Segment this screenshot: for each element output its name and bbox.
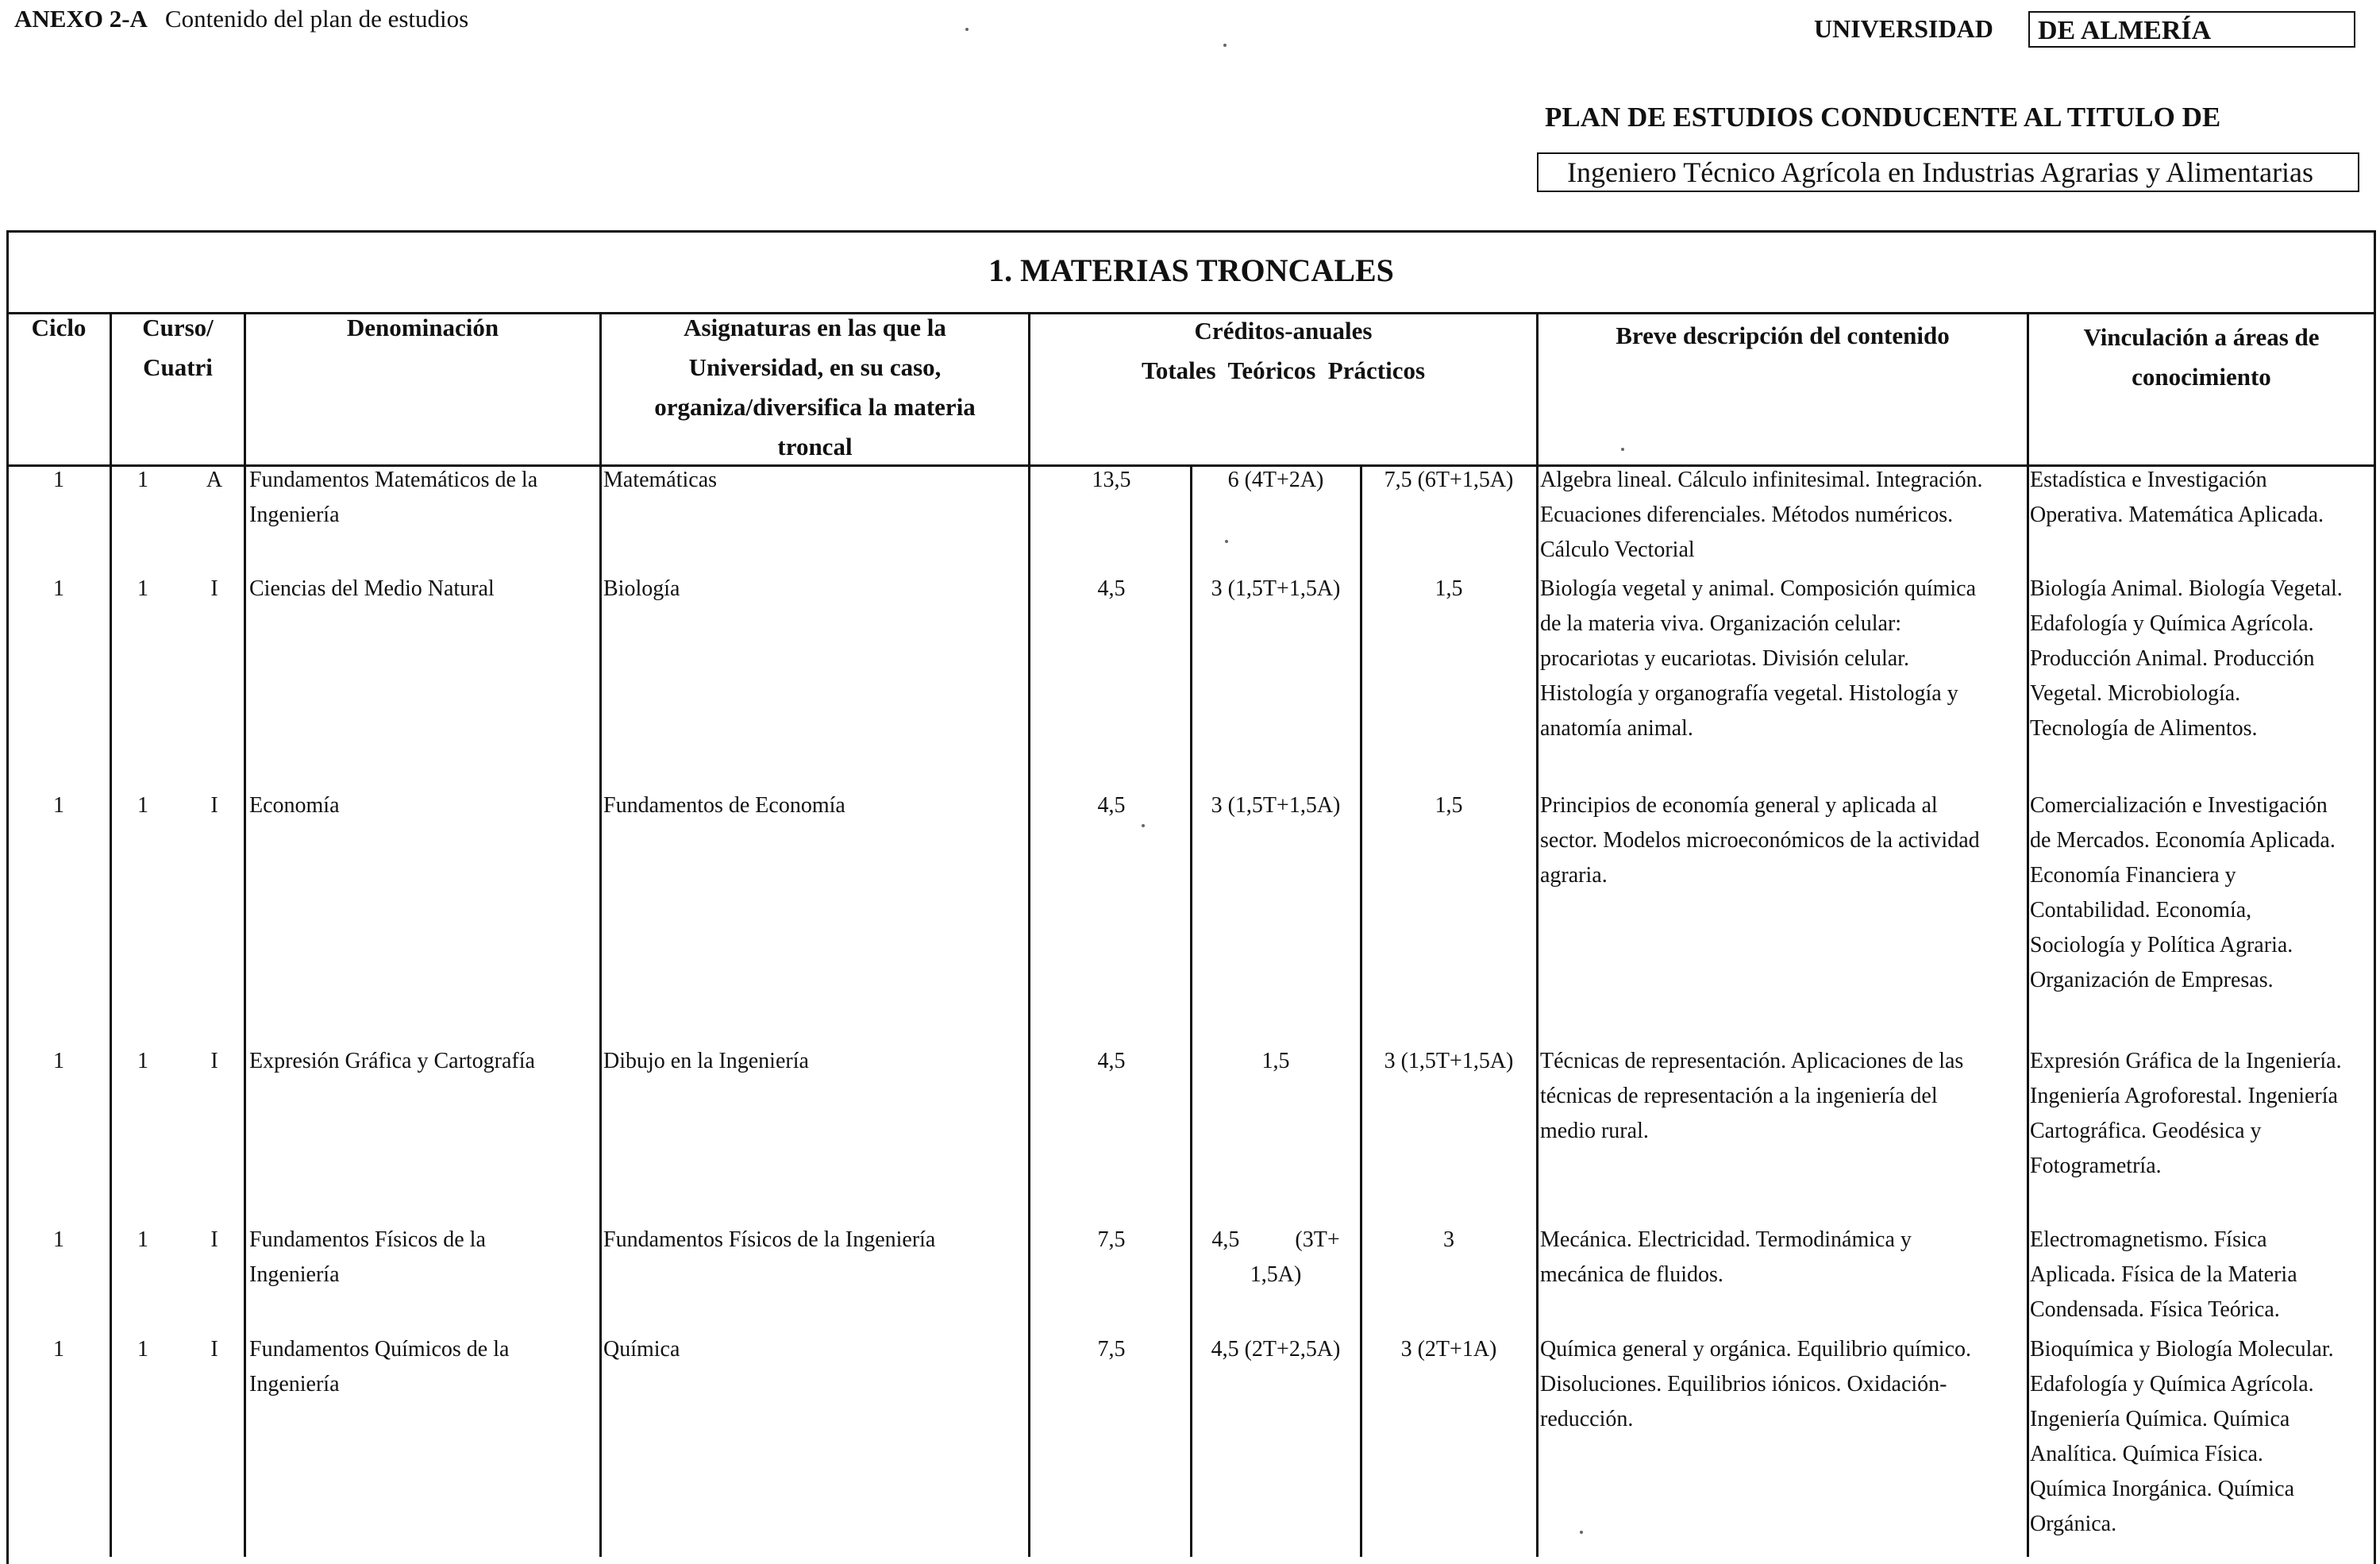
- cell-practicos-line: 3: [1443, 1227, 1454, 1252]
- scan-speck: [1225, 540, 1228, 543]
- cell-vinculacion-line: Comercialización e Investigación: [2030, 793, 2328, 818]
- universidad-value-box: DE ALMERÍA: [2028, 11, 2355, 48]
- cell-totales: [1072, 1223, 1151, 1258]
- cell-vinculacion: [2030, 1332, 2376, 1542]
- cell-vinculacion-line: Edafología y Química Agrícola.: [2030, 1372, 2314, 1396]
- cell-teoricos-line: 6 (4T+2A): [1227, 468, 1324, 492]
- cell-descripcion-line: reducción.: [1540, 1407, 1634, 1431]
- cell-curso: [127, 463, 159, 498]
- col-rule-descripcion: [2027, 312, 2029, 1557]
- col-header-vinculacion-line2: conocimiento: [2132, 363, 2271, 391]
- cell-cuatri-line: I: [210, 576, 218, 601]
- col-header-asignaturas-line3: organiza/diversifica la materia: [654, 393, 976, 421]
- cell-denominacion: [249, 1223, 599, 1292]
- cell-descripcion-line: sector. Modelos microeconómicos de la actividad: [1540, 828, 1980, 853]
- cell-asignatura-line: Biología: [603, 576, 680, 601]
- cell-vinculacion-line: Ingeniería Química. Química: [2030, 1407, 2290, 1431]
- col-rule-denominacion: [599, 312, 602, 1557]
- cell-teoricos-line: 1,5: [1261, 1049, 1290, 1073]
- cell-totales: [1072, 1044, 1151, 1079]
- universidad-label: UNIVERSIDAD: [1814, 14, 1993, 43]
- col-rule-teoricos: [1360, 464, 1362, 1557]
- annex-heading: [14, 5, 468, 33]
- cell-asignatura-line: Matemáticas: [603, 468, 718, 492]
- cell-vinculacion-line: de Mercados. Economía Aplicada.: [2030, 828, 2336, 853]
- cell-practicos-line: 3 (2T+1A): [1400, 1337, 1497, 1362]
- cell-cuatri-line: I: [210, 1049, 218, 1073]
- cell-teoricos: [1192, 463, 1359, 498]
- col-header-creditos-title: Créditos-anuales: [1194, 317, 1373, 345]
- cell-ciclo-line: 1: [53, 793, 64, 818]
- cell-denominacion: [249, 463, 599, 533]
- scan-speck: [1142, 824, 1145, 827]
- cell-ciclo: [8, 572, 110, 607]
- cell-descripcion-line: Disoluciones. Equilibrios iónicos. Oxidación-: [1540, 1372, 1947, 1396]
- cell-denominacion: [249, 1044, 599, 1079]
- cell-practicos: [1362, 463, 1535, 498]
- cell-totales: [1072, 463, 1151, 498]
- cell-denominacion-line: Expresión Gráfica y Cartografía: [249, 1049, 535, 1073]
- cell-denominacion-line: Economía: [249, 793, 340, 818]
- cell-practicos-line: 7,5 (6T+1,5A): [1384, 468, 1514, 492]
- col-rule-creditos: [1536, 312, 1539, 1557]
- cell-vinculacion-line: Analítica. Química Física.: [2030, 1442, 2263, 1466]
- cell-descripcion-line: Ecuaciones diferenciales. Métodos numéricos.: [1540, 503, 1954, 527]
- cell-ciclo: [8, 1332, 110, 1367]
- cell-totales-line: 7,5: [1097, 1337, 1126, 1362]
- cell-vinculacion-line: Contabilidad. Economía,: [2030, 898, 2252, 923]
- cell-curso-line: 1: [137, 576, 148, 601]
- scan-speck: [965, 28, 969, 31]
- cell-totales-line: 7,5: [1097, 1227, 1126, 1252]
- cell-ciclo-line: 1: [53, 1049, 64, 1073]
- cell-curso-line: 1: [137, 1337, 148, 1362]
- cell-ciclo: [8, 463, 110, 498]
- cell-curso: [127, 1223, 159, 1258]
- cell-denominacion-line: Ingeniería: [249, 503, 340, 527]
- cell-cuatri: [194, 572, 234, 607]
- cell-totales-line: 4,5: [1097, 793, 1126, 818]
- cell-descripcion: [1540, 1044, 2026, 1149]
- cell-ciclo: [8, 788, 110, 823]
- cell-descripcion: [1540, 1223, 2026, 1292]
- cell-totales: [1072, 788, 1151, 823]
- cell-cuatri: [194, 1332, 234, 1367]
- cell-ciclo-line: 1: [53, 576, 64, 601]
- cell-descripcion-line: agraria.: [1540, 863, 1608, 888]
- cell-descripcion: [1540, 572, 2026, 746]
- cell-vinculacion: [2030, 463, 2376, 533]
- col-rule-ciclo: [110, 312, 112, 1557]
- cell-teoricos-line: 4,5 (3T+: [1211, 1227, 1340, 1252]
- cell-denominacion-line: Ingeniería: [249, 1262, 340, 1287]
- cell-vinculacion-line: Condensada. Física Teórica.: [2030, 1297, 2280, 1322]
- cell-ciclo-line: 1: [53, 1227, 64, 1252]
- col-header-asignaturas: [602, 308, 1028, 467]
- cell-vinculacion-line: Cartográfica. Geodésica y: [2030, 1119, 2262, 1143]
- cell-asignatura: [603, 572, 1027, 607]
- col-header-ciclo: Ciclo: [31, 314, 87, 341]
- col-header-vinculacion: [2029, 318, 2374, 397]
- cell-denominacion-line: Ingeniería: [249, 1372, 340, 1396]
- cell-descripcion-line: Cálculo Vectorial: [1540, 537, 1695, 562]
- cell-curso: [127, 572, 159, 607]
- cell-descripcion-line: procariotas y eucariotas. División celular.: [1540, 646, 1909, 671]
- col-header-descripcion: Breve descripción del contenido: [1616, 322, 1950, 349]
- cell-asignatura-line: Fundamentos Físicos de la Ingeniería: [603, 1227, 936, 1252]
- cell-descripcion-line: Técnicas de representación. Aplicaciones de las: [1540, 1049, 1964, 1073]
- cell-denominacion-line: Fundamentos Matemáticos de la: [249, 468, 538, 492]
- cell-denominacion: [249, 788, 599, 823]
- cell-practicos: [1362, 788, 1535, 823]
- cell-teoricos: [1192, 572, 1359, 607]
- cell-cuatri-line: I: [210, 1227, 218, 1252]
- cell-vinculacion-line: Edafología y Química Agrícola.: [2030, 611, 2314, 636]
- cell-teoricos-line: 3 (1,5T+1,5A): [1211, 793, 1341, 818]
- cell-vinculacion-line: Biología Animal. Biología Vegetal.: [2030, 576, 2343, 601]
- cell-curso: [127, 1044, 159, 1079]
- col-rule-curso: [244, 312, 246, 1557]
- cell-asignatura-line: Fundamentos de Economía: [603, 793, 845, 818]
- cell-descripcion-line: técnicas de representación a la ingeniería del: [1540, 1084, 1938, 1108]
- cell-teoricos: [1192, 1044, 1359, 1079]
- col-header-asignaturas-line1: Asignaturas en las que la: [684, 314, 946, 341]
- cell-teoricos-line: 4,5 (2T+2,5A): [1211, 1337, 1341, 1362]
- cell-asignatura: [603, 1044, 1027, 1079]
- col-header-denominacion: Denominación: [346, 314, 499, 341]
- cell-descripcion-line: Biología vegetal y animal. Composición química: [1540, 576, 1977, 601]
- cell-descripcion-line: medio rural.: [1540, 1119, 1649, 1143]
- cell-cuatri: [194, 463, 234, 498]
- cell-asignatura-line: Química: [603, 1337, 680, 1362]
- cell-practicos-line: 1,5: [1435, 576, 1463, 601]
- cell-vinculacion-line: Estadística e Investigación: [2030, 468, 2267, 492]
- cell-descripcion-line: mecánica de fluidos.: [1540, 1262, 1723, 1287]
- cell-practicos-line: 1,5: [1435, 793, 1463, 818]
- cell-vinculacion-line: Bioquímica y Biología Molecular.: [2030, 1337, 2334, 1362]
- cell-cuatri: [194, 788, 234, 823]
- cell-totales-line: 4,5: [1097, 576, 1126, 601]
- cell-vinculacion: [2030, 572, 2376, 746]
- annex-label: ANEXO 2-A: [14, 5, 148, 33]
- cell-asignatura: [603, 1332, 1027, 1367]
- cell-curso: [127, 1332, 159, 1367]
- cell-denominacion: [249, 572, 599, 607]
- scan-speck: [1580, 1531, 1583, 1534]
- col-header-curso-line2: Cuatri: [143, 353, 213, 381]
- cell-curso: [127, 788, 159, 823]
- cell-ciclo-line: 1: [53, 468, 64, 492]
- cell-vinculacion-line: Química Inorgánica. Química: [2030, 1477, 2295, 1501]
- cell-curso-line: 1: [137, 793, 148, 818]
- cell-practicos-line: 3 (1,5T+1,5A): [1384, 1049, 1514, 1073]
- cell-ciclo-line: 1: [53, 1337, 64, 1362]
- col-header-asignaturas-line4: troncal: [777, 433, 853, 460]
- scan-speck: [1223, 44, 1227, 47]
- cell-vinculacion-line: Aplicada. Física de la Materia: [2030, 1262, 2297, 1287]
- cell-teoricos-line: 3 (1,5T+1,5A): [1211, 576, 1341, 601]
- cell-descripcion-line: Mecánica. Electricidad. Termodinámica y: [1540, 1227, 1912, 1252]
- cell-ciclo: [8, 1044, 110, 1079]
- cell-vinculacion: [2030, 1223, 2376, 1327]
- col-rule-asignatura: [1028, 312, 1030, 1557]
- col-header-vinculacion-line1: Vinculación a áreas de: [2083, 323, 2320, 351]
- col-header-creditos: [1030, 311, 1536, 391]
- cell-descripcion: [1540, 463, 2026, 568]
- cell-ciclo: [8, 1223, 110, 1258]
- cell-teoricos: [1192, 1223, 1359, 1292]
- cell-vinculacion-line: Vegetal. Microbiología.: [2030, 681, 2241, 706]
- section-title: 1. MATERIAS TRONCALES: [988, 252, 1394, 288]
- cell-vinculacion-line: Organización de Empresas.: [2030, 968, 2274, 992]
- cell-cuatri-line: I: [210, 793, 218, 818]
- cell-curso-line: 1: [137, 468, 148, 492]
- cell-curso-line: 1: [137, 1227, 148, 1252]
- cell-vinculacion-line: Ingeniería Agroforestal. Ingeniería: [2030, 1084, 2338, 1108]
- cell-teoricos: [1192, 1332, 1359, 1367]
- col-header-asignaturas-line2: Universidad, en su caso,: [688, 353, 942, 381]
- cell-vinculacion-line: Fotogrametría.: [2030, 1154, 2162, 1178]
- cell-descripcion-line: Algebra lineal. Cálculo infinitesimal. Integración.: [1540, 468, 1983, 492]
- cell-denominacion-line: Fundamentos Químicos de la: [249, 1337, 510, 1362]
- cell-teoricos-line: 1,5A): [1250, 1262, 1302, 1287]
- cell-cuatri-line: I: [210, 1337, 218, 1362]
- col-header-curso: [112, 308, 244, 387]
- cell-descripcion-line: Principios de economía general y aplicada al: [1540, 793, 1938, 818]
- cell-asignatura: [603, 788, 1027, 823]
- cell-descripcion-line: Histología y organografía vegetal. Histología y: [1540, 681, 1958, 706]
- cell-vinculacion-line: Operativa. Matemática Aplicada.: [2030, 503, 2324, 527]
- col-rule-totales: [1190, 464, 1192, 1557]
- col-header-creditos-sub: Totales Teóricos Prácticos: [1141, 356, 1426, 384]
- scan-speck: [1621, 448, 1624, 451]
- cell-vinculacion-line: Economía Financiera y: [2030, 863, 2236, 888]
- cell-practicos: [1362, 1223, 1535, 1258]
- cell-practicos: [1362, 1044, 1535, 1079]
- cell-descripcion-line: Química general y orgánica. Equilibrio químico.: [1540, 1337, 1971, 1362]
- cell-cuatri-line: A: [206, 468, 223, 492]
- cell-vinculacion: [2030, 788, 2376, 998]
- cell-practicos: [1362, 1332, 1535, 1367]
- cell-vinculacion: [2030, 1044, 2376, 1184]
- cell-asignatura-line: Dibujo en la Ingeniería: [603, 1049, 809, 1073]
- annex-text: Contenido del plan de estudios: [164, 5, 469, 33]
- cell-denominacion-line: Fundamentos Físicos de la: [249, 1227, 486, 1252]
- cell-vinculacion-line: Sociología y Política Agraria.: [2030, 933, 2293, 957]
- cell-vinculacion-line: Orgánica.: [2030, 1512, 2117, 1536]
- cell-totales: [1072, 1332, 1151, 1367]
- cell-cuatri: [194, 1044, 234, 1079]
- cell-cuatri: [194, 1223, 234, 1258]
- cell-vinculacion-line: Tecnología de Alimentos.: [2030, 716, 2258, 741]
- cell-curso-line: 1: [137, 1049, 148, 1073]
- cell-descripcion-line: de la materia viva. Organización celular:: [1540, 611, 1902, 636]
- cell-descripcion: [1540, 1332, 2026, 1437]
- cell-descripcion-line: anatomía animal.: [1540, 716, 1693, 741]
- cell-vinculacion-line: Expresión Gráfica de la Ingeniería.: [2030, 1049, 2342, 1073]
- cell-denominacion-line: Ciencias del Medio Natural: [249, 576, 495, 601]
- cell-vinculacion-line: Electromagnetismo. Física: [2030, 1227, 2267, 1252]
- titulo-box: Ingeniero Técnico Agrícola en Industrias Agrarias y Alimentarias: [1537, 152, 2359, 192]
- cell-totales: [1072, 572, 1151, 607]
- cell-practicos: [1362, 572, 1535, 607]
- cell-teoricos: [1192, 788, 1359, 823]
- cell-asignatura: [603, 463, 1027, 498]
- cell-totales-line: 4,5: [1097, 1049, 1126, 1073]
- cell-vinculacion-line: Producción Animal. Producción: [2030, 646, 2315, 671]
- cell-totales-line: 13,5: [1092, 468, 1131, 492]
- plan-title: PLAN DE ESTUDIOS CONDUCENTE AL TITULO DE: [1545, 102, 2221, 133]
- col-header-curso-line1: Curso/: [142, 314, 214, 341]
- cell-descripcion: [1540, 788, 2026, 893]
- cell-asignatura: [603, 1223, 1027, 1258]
- cell-denominacion: [249, 1332, 599, 1402]
